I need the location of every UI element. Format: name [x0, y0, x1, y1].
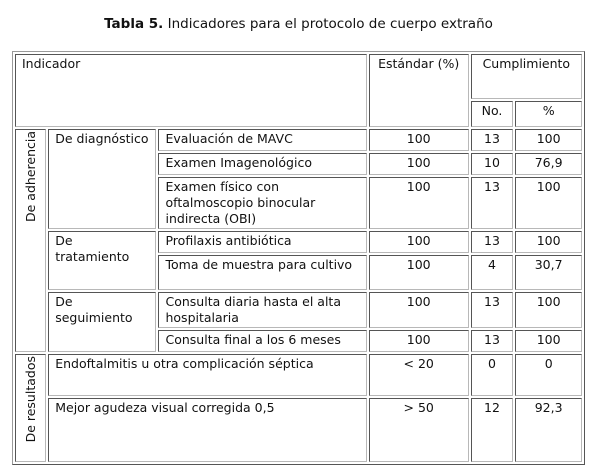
indicator-cell: Examen Imagenológico	[158, 153, 366, 175]
count-cell: 0	[471, 354, 514, 396]
standard-cell: > 50	[369, 398, 469, 462]
group-adherencia-label: De adherencia	[22, 131, 38, 222]
standard-cell: 100	[369, 255, 469, 290]
count-cell: 4	[471, 255, 514, 290]
group-resultados	[15, 354, 46, 462]
percent-cell: 100	[515, 129, 582, 151]
percent-cell: 100	[515, 292, 582, 328]
table-header-row	[15, 54, 582, 99]
percent-cell: 30,7	[515, 255, 582, 290]
standard-cell: 100	[369, 153, 469, 175]
header-no: No.	[471, 101, 514, 127]
subgroup-seguimiento: De seguimiento	[48, 292, 156, 352]
indicator-cell: Consulta final a los 6 meses	[158, 330, 366, 352]
count-cell: 13	[471, 330, 514, 352]
indicator-cell: Mejor agudeza visual corregida 0,5	[48, 398, 367, 462]
table-row	[15, 398, 582, 462]
count-cell: 13	[471, 177, 514, 229]
standard-cell: 100	[369, 177, 469, 229]
standard-cell: 100	[369, 129, 469, 151]
indicator-cell: Consulta diaria hasta el alta hospitalaria	[158, 292, 366, 328]
subgroup-tratamiento: De tratamiento	[48, 231, 156, 290]
count-cell: 13	[471, 231, 514, 253]
table-row	[15, 354, 582, 396]
subgroup-diagnostico: De diagnóstico	[48, 129, 156, 229]
percent-cell: 76,9	[515, 153, 582, 175]
table-row	[15, 292, 582, 328]
indicator-cell: Evaluación de MAVC	[158, 129, 366, 151]
standard-cell: 100	[369, 330, 469, 352]
percent-cell: 92,3	[515, 398, 582, 462]
group-adherencia	[15, 129, 46, 352]
count-cell: 13	[471, 292, 514, 328]
header-estandar: Estándar (%)	[369, 54, 469, 127]
percent-cell: 100	[515, 330, 582, 352]
percent-cell: 100	[515, 231, 582, 253]
count-cell: 12	[471, 398, 514, 462]
standard-cell: 100	[369, 292, 469, 328]
indicator-cell: Examen físico con oftalmoscopio binocular indirecta (OBI)	[158, 177, 366, 229]
percent-cell: 0	[515, 354, 582, 396]
caption-text: Indicadores para el protocolo de cuerpo extraño	[163, 16, 493, 32]
header-indicador: Indicador	[15, 54, 367, 127]
percent-cell: 100	[515, 177, 582, 229]
table-caption	[0, 16, 597, 32]
header-cumplimiento: Cumplimiento	[471, 54, 582, 99]
table-row	[15, 231, 582, 253]
header-pct: %	[515, 101, 582, 127]
indicator-cell: Profilaxis antibiótica	[158, 231, 366, 253]
table-row	[15, 129, 582, 151]
standard-cell: 100	[369, 231, 469, 253]
caption-label: Tabla 5.	[104, 16, 164, 32]
standard-cell: < 20	[369, 354, 469, 396]
group-resultados-label: De resultados	[22, 356, 38, 443]
count-cell: 13	[471, 129, 514, 151]
count-cell: 10	[471, 153, 514, 175]
indicator-cell: Toma de muestra para cultivo	[158, 255, 366, 290]
indicators-table	[12, 51, 585, 465]
indicator-cell: Endoftalmitis u otra complicación séptica	[48, 354, 367, 396]
